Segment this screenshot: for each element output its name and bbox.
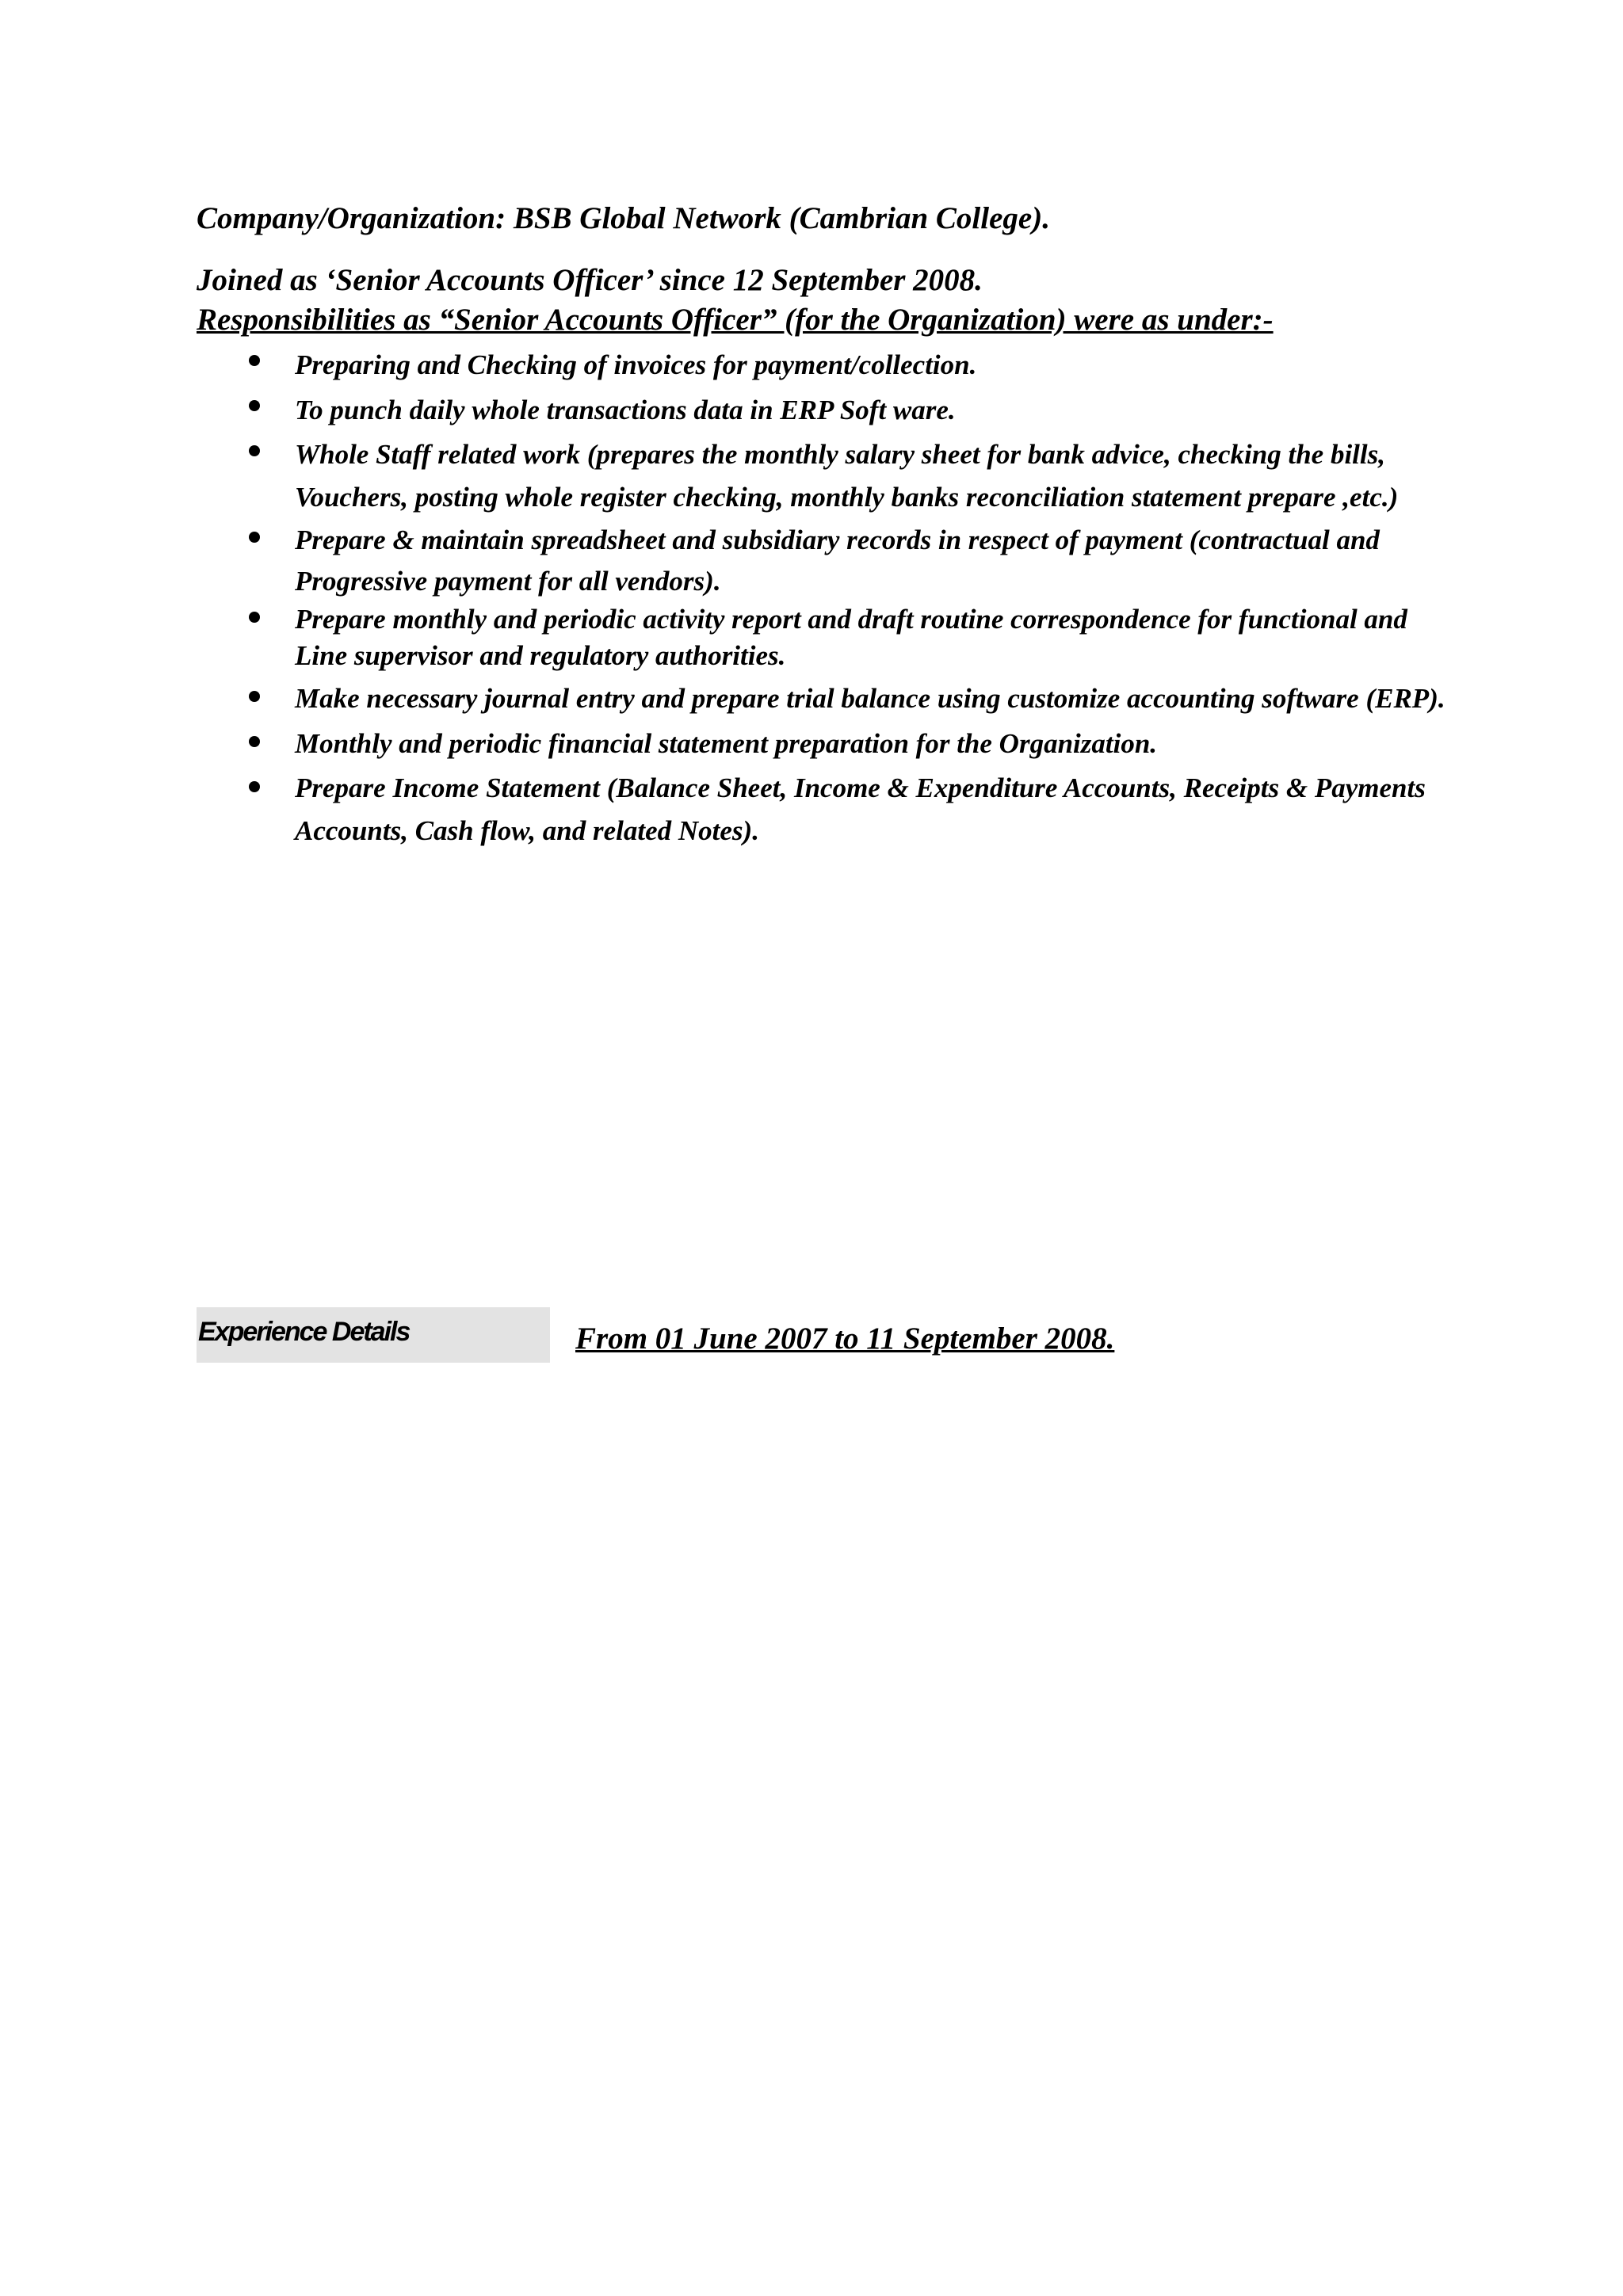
bullet-icon [249,691,260,702]
experience-details-label: Experience Details [198,1317,410,1347]
responsibility-text-line: Monthly and periodic financial statement preparation for the Organization. [295,728,1158,759]
bullet-icon [249,736,260,747]
responsibility-text-line: Prepare monthly and periodic activity report and draft routine correspondence for functional and [295,604,1407,635]
responsibility-text-line: Whole Staff related work (prepares the monthly salary sheet for bank advice, checking the bills, [295,439,1385,470]
company-organization-line: Company/Organization: BSB Global Network (Cambrian College). [197,201,1050,235]
responsibility-text-line: Make necessary journal entry and prepare trial balance using customize accounting software (ERP). [295,683,1445,714]
bullet-icon [249,445,260,456]
responsibility-text-line: Preparing and Checking of invoices for payment/collection. [295,349,977,380]
bullet-icon [249,781,260,792]
bullet-icon [249,612,260,623]
responsibilities-heading: Responsibilities as “Senior Accounts Officer” (for the Organization) were as under:- [197,303,1274,337]
responsibility-text-line: Prepare Income Statement (Balance Sheet, Income & Expenditure Accounts, Receipts & Payments [295,772,1426,803]
bullet-icon [249,532,260,543]
bullet-icon [249,400,260,411]
responsibility-text-line: Progressive payment for all vendors). [295,566,721,597]
responsibility-text-line: Accounts, Cash flow, and related Notes). [295,815,759,846]
bullet-icon [249,355,260,366]
joined-as-line: Joined as ‘Senior Accounts Officer’ since 12 September 2008. [197,263,983,297]
experience-date-range: From 01 June 2007 to 11 September 2008. [575,1322,1115,1356]
responsibility-text-line: Vouchers, posting whole register checking, monthly banks reconciliation statement prepare ,etc.) [295,482,1399,513]
responsibility-text-line: Prepare & maintain spreadsheet and subsidiary records in respect of payment (contractual and [295,524,1380,555]
responsibility-text-line: To punch daily whole transactions data in ERP Soft ware. [295,395,956,425]
responsibility-text-line: Line supervisor and regulatory authorities. [295,640,786,671]
